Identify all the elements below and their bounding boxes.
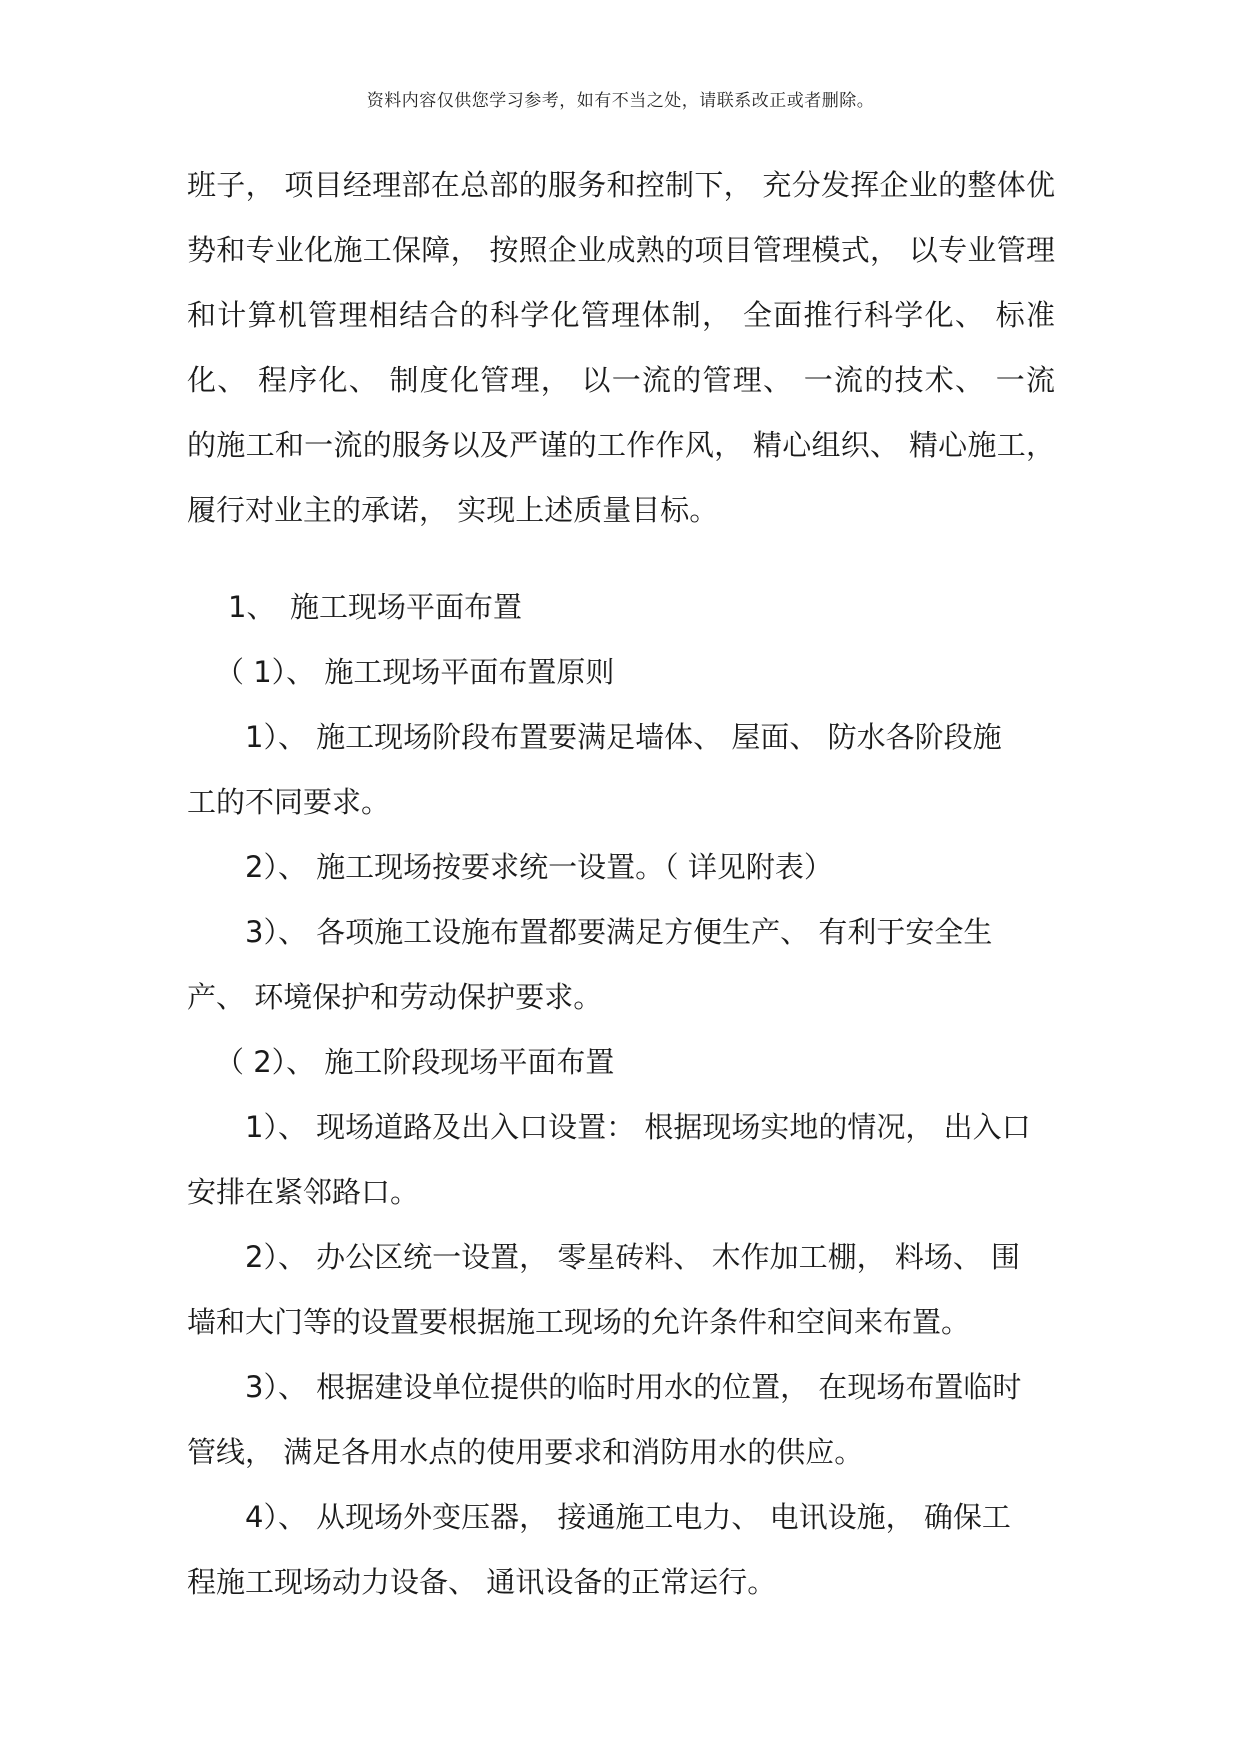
list-item: 4）、 从现场外变压器， 接通施工电力、 电讯设施， 确保工	[245, 1500, 1011, 1534]
subsection-heading: （ 2）、 施工阶段现场平面布置	[215, 1045, 615, 1079]
list-item-continuation: 程施工现场动力设备、 通讯设备的正常运行。	[187, 1565, 777, 1599]
subsection-heading: （ 1）、 施工现场平面布置原则	[215, 655, 615, 689]
section-heading: 1、 施工现场平面布置	[228, 590, 522, 624]
page-header-notice: 资料内容仅供您学习参考，如有不当之处，请联系改正或者删除。	[366, 91, 875, 111]
list-item-continuation: 产、 环境保护和劳动保护要求。	[187, 980, 603, 1014]
paragraph-line: 势和专业化施工保障， 按照企业成熟的项目管理模式， 以专业管理	[187, 233, 1055, 267]
list-item-continuation: 墙和大门等的设置要根据施工现场的允许条件和空间来布置。	[187, 1305, 971, 1339]
paragraph-line: 履行对业主的承诺， 实现上述质量目标。	[187, 493, 719, 527]
paragraph-line: 的施工和一流的服务以及严谨的工作作风， 精心组织、 精心施工，	[187, 428, 1055, 462]
list-item: 3）、 根据建设单位提供的临时用水的位置， 在现场布置临时	[245, 1370, 1022, 1404]
list-item: 3）、 各项施工设施布置都要满足方便生产、 有利于安全生	[245, 915, 993, 949]
paragraph-line: 班子， 项目经理部在总部的服务和控制下， 充分发挥企业的整体优	[187, 168, 1055, 202]
list-item-continuation: 管线， 满足各用水点的使用要求和消防用水的供应。	[187, 1435, 864, 1469]
paragraph-line: 和计算机管理相结合的科学化管理体制， 全面推行科学化、 标准	[187, 298, 1055, 332]
list-item: 2）、 办公区统一设置， 零星砖料、 木作加工棚， 料场、 围	[245, 1240, 1021, 1274]
list-item-continuation: 工的不同要求。	[187, 785, 391, 819]
list-item: 1）、 现场道路及出入口设置： 根据现场实地的情况， 出入口	[245, 1110, 1031, 1144]
list-item: 1）、 施工现场阶段布置要满足墙体、 屋面、 防水各阶段施	[245, 720, 1002, 754]
list-item-continuation: 安排在紧邻路口。	[187, 1175, 420, 1209]
paragraph-line: 化、 程序化、 制度化管理， 以一流的管理、 一流的技术、 一流	[187, 363, 1055, 397]
list-item: 2）、 施工现场按要求统一设置。（ 详见附表）	[245, 850, 833, 884]
